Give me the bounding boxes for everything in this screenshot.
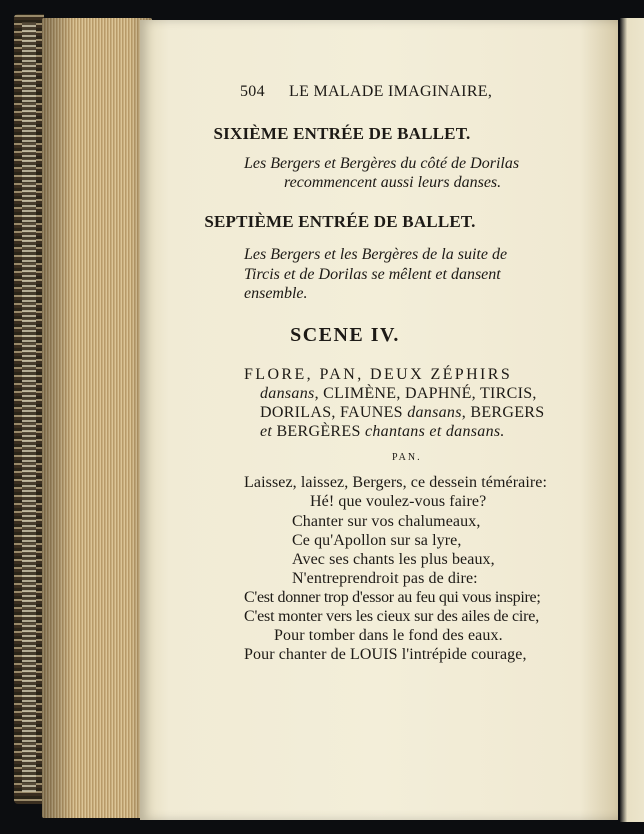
verse-line: C'est monter vers les cieux sur des ailes de cire, <box>244 608 540 625</box>
verse-line: Avec ses chants les plus beaux, <box>292 551 495 568</box>
verse-line: Laissez, laissez, Bergers, ce dessein téméraire: <box>244 474 548 491</box>
speaker-label: PAN. <box>392 452 422 463</box>
entry-six-line-2: recommencent aussi leurs danses. <box>284 174 502 191</box>
entry-six-line-1: Les Bergers et Bergères du côté de Dorilas <box>244 155 520 172</box>
verse-line: Chanter sur vos chalumeaux, <box>292 513 481 530</box>
verse-line: Pour chanter de LOUIS l'intrépide courage, <box>244 646 527 663</box>
verse-line: Hé! que voulez-vous faire? <box>310 493 487 510</box>
running-title: LE MALADE IMAGINAIRE, <box>289 83 493 100</box>
characters-line-2: dansans, CLIMÈNE, DAPHNÉ, TIRCIS, <box>260 385 537 402</box>
entry-seven-line-2: Tircis et de Dorilas se mêlent et dansent <box>244 266 501 283</box>
page-number: 504 <box>240 83 265 100</box>
verse-line: N'entreprendroit pas de dire: <box>292 570 478 587</box>
verse-line: C'est donner trop d'essor au feu qui vous inspire; <box>244 589 541 606</box>
entry-seven-line-1: Les Bergers et les Bergères de la suite de <box>244 246 508 263</box>
entry-seven-line-3: ensemble. <box>244 285 308 302</box>
characters-line-4: et BERGÈRES chantans et dansans. <box>260 423 505 440</box>
characters-line-3: DORILAS, FAUNES dansans, BERGERS <box>260 404 545 421</box>
entry-seven-heading: SEPTIÈME ENTRÉE DE BALLET. <box>204 212 476 231</box>
verse-line: Ce qu'Apollon sur sa lyre, <box>292 532 462 549</box>
characters-line-1: FLORE, PAN, DEUX ZÉPHIRS <box>244 366 513 383</box>
entry-six-heading: SIXIÈME ENTRÉE DE BALLET. <box>213 124 471 143</box>
scene-title: SCENE IV. <box>290 324 400 346</box>
verse-line: Pour tomber dans le fond des eaux. <box>274 627 503 644</box>
